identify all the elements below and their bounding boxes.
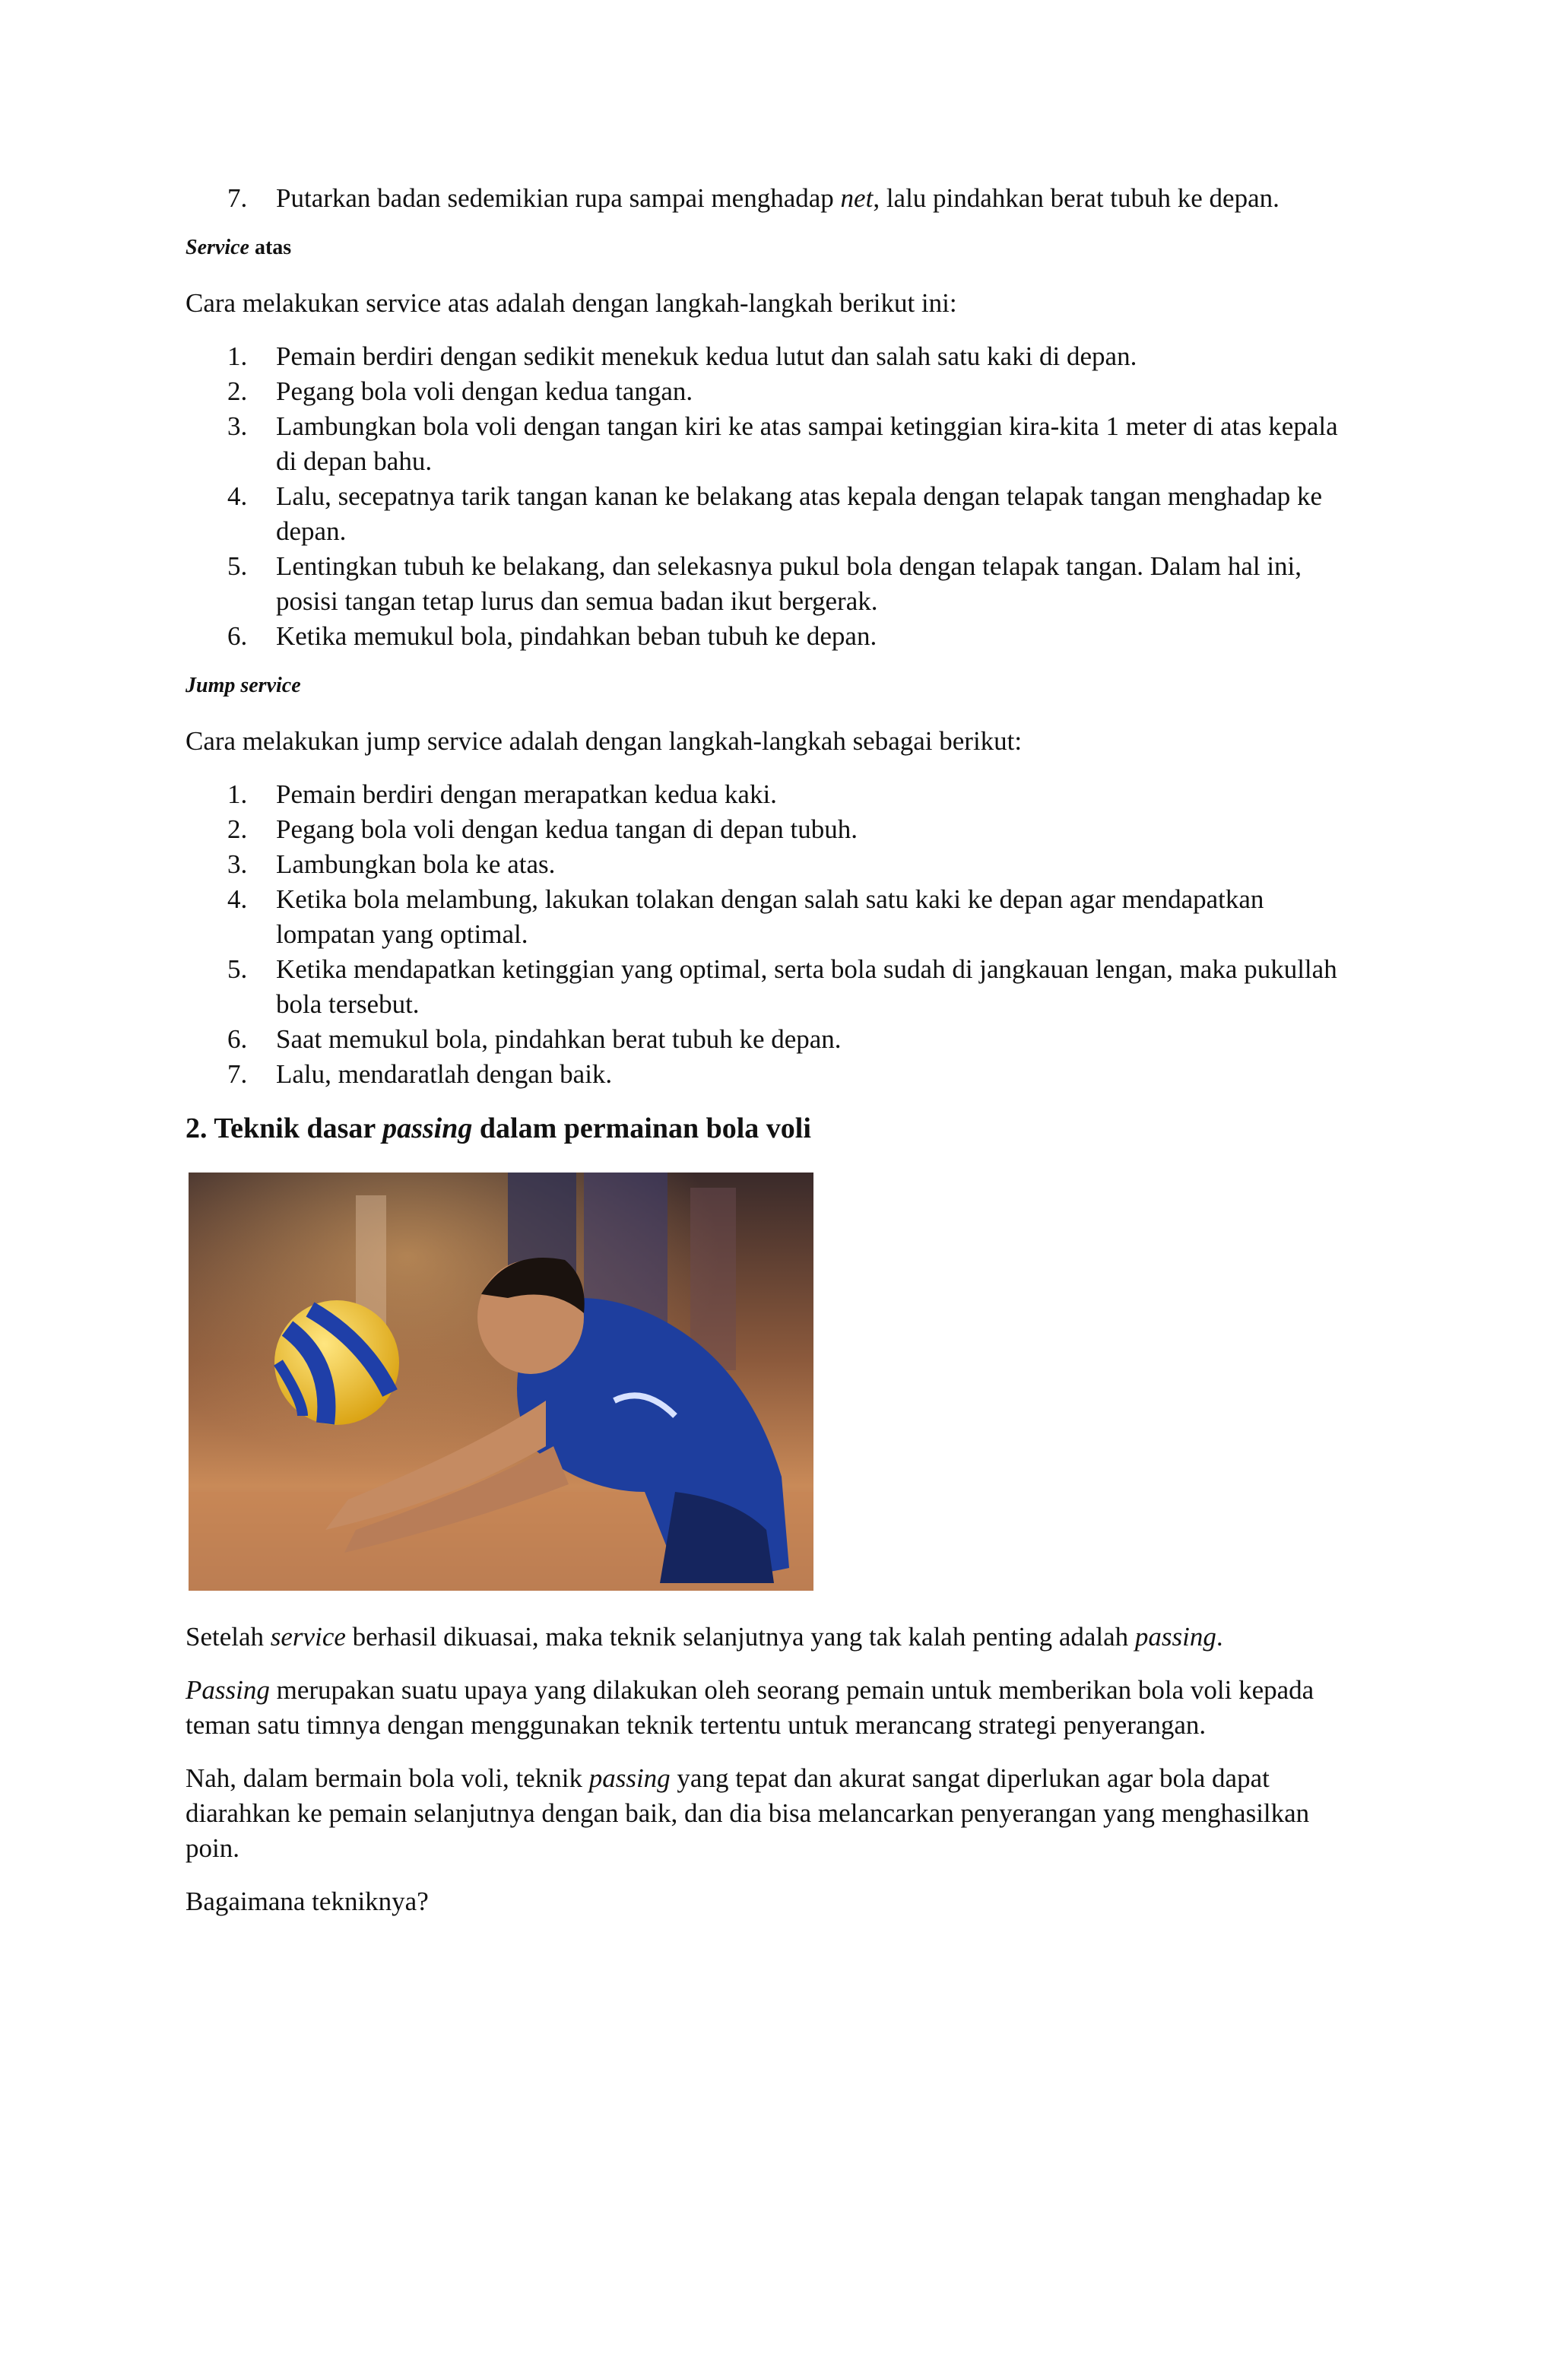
list-text: Pemain berdiri dengan sedikit menekuk kedua lutut dan salah satu kaki di depan. (276, 341, 1137, 371)
list-number: 6. (227, 621, 248, 651)
list-text: Lalu, secepatnya tarik tangan kanan ke belakang atas kepala dengan telapak tangan menghadap ke depan. (276, 481, 1323, 546)
subheading-jump-service: Jump service (186, 674, 301, 697)
photo-illustration (189, 1173, 813, 1591)
list-number: 7. (227, 1059, 248, 1089)
intro-list (186, 181, 1359, 216)
list-text: Ketika memukul bola, pindahkan beban tubuh ke depan. (276, 621, 877, 651)
list-text: Saat memukul bola, pindahkan berat tubuh ke depan. (276, 1024, 842, 1054)
list-number: 7. (227, 183, 248, 213)
list-text: Pemain berdiri dengan merapatkan kedua kaki. (276, 779, 777, 809)
list-text: Pegang bola voli dengan kedua tangan. (276, 376, 693, 406)
list-text: Pegang bola voli dengan kedua tangan di depan tubuh. (276, 814, 858, 844)
section-heading-passing: 2. Teknik dasar passing dalam permainan bola voli (186, 1112, 811, 1144)
list-number: 4. (227, 481, 248, 511)
subheading-service-atas: Service atas (186, 236, 292, 259)
list-item (186, 374, 1359, 409)
list-item (186, 479, 1359, 549)
list-item (186, 777, 1359, 812)
list-number: 1. (227, 779, 248, 809)
list-text: Ketika bola melambung, lakukan tolakan dengan salah satu kaki ke depan agar mendapatkan lompatan yang optimal. (276, 884, 1264, 949)
list-item (186, 181, 1359, 216)
list-number: 3. (227, 411, 248, 441)
passing-question: Bagaimana tekniknya? (186, 1887, 429, 1916)
list-text: Lambungkan bola ke atas. (276, 849, 556, 879)
passing-paragraph-3: Nah, dalam bermain bola voli, teknik passing yang tepat dan akurat sangat diperlukan agar bola dapat diarahkan ke pemain selanjutnya dengan baik, dan dia bisa melancarkan penyerangan yang menghasilkan poin. (186, 1763, 1310, 1863)
list-item (186, 812, 1359, 847)
list-item (186, 882, 1359, 952)
volleyball-passing-photo (189, 1173, 813, 1591)
list-item (186, 619, 1359, 654)
list-number: 3. (227, 849, 248, 879)
passing-paragraph-1: Setelah service berhasil dikuasai, maka teknik selanjutnya yang tak kalah penting adalah passing. (186, 1622, 1223, 1652)
list-item (186, 339, 1359, 374)
list-text: Lalu, mendaratlah dengan baik. (276, 1059, 613, 1089)
list-text: Ketika mendapatkan ketinggian yang optimal, serta bola sudah di jangkauan lengan, maka pukullah bola tersebut. (276, 954, 1337, 1019)
list-number: 2. (227, 376, 248, 406)
list-number: 2. (227, 814, 248, 844)
list-item (186, 409, 1359, 479)
list-number: 1. (227, 341, 248, 371)
list-number: 6. (227, 1024, 248, 1054)
list-item (186, 1022, 1359, 1057)
list-item (186, 1057, 1359, 1092)
list-item (186, 847, 1359, 882)
list-item (186, 549, 1359, 619)
list-number: 4. (227, 884, 248, 914)
list-number: 5. (227, 551, 248, 581)
list-text: Putarkan badan sedemikian rupa sampai menghadap net, lalu pindahkan berat tubuh ke depan. (276, 183, 1280, 213)
list-item (186, 952, 1359, 1022)
service-atas-intro: Cara melakukan service atas adalah dengan langkah-langkah berikut ini: (186, 288, 957, 318)
jump-service-steps (186, 777, 1359, 1092)
list-text: Lentingkan tubuh ke belakang, dan selekasnya pukul bola dengan telapak tangan. Dalam hal ini, posisi tangan tetap lurus dan semua badan ikut bergerak. (276, 551, 1302, 616)
service-atas-steps (186, 339, 1359, 654)
passing-paragraph-2: Passing merupakan suatu upaya yang dilakukan oleh seorang pemain untuk memberikan bola voli kepada teman satu timnya dengan menggunakan teknik tertentu untuk merancang strategi penyerangan. (186, 1675, 1314, 1740)
list-number: 5. (227, 954, 248, 984)
list-text: Lambungkan bola voli dengan tangan kiri ke atas sampai ketinggian kira-kita 1 meter di atas kepala di depan bahu. (276, 411, 1338, 476)
jump-service-intro: Cara melakukan jump service adalah dengan langkah-langkah sebagai berikut: (186, 726, 1023, 756)
